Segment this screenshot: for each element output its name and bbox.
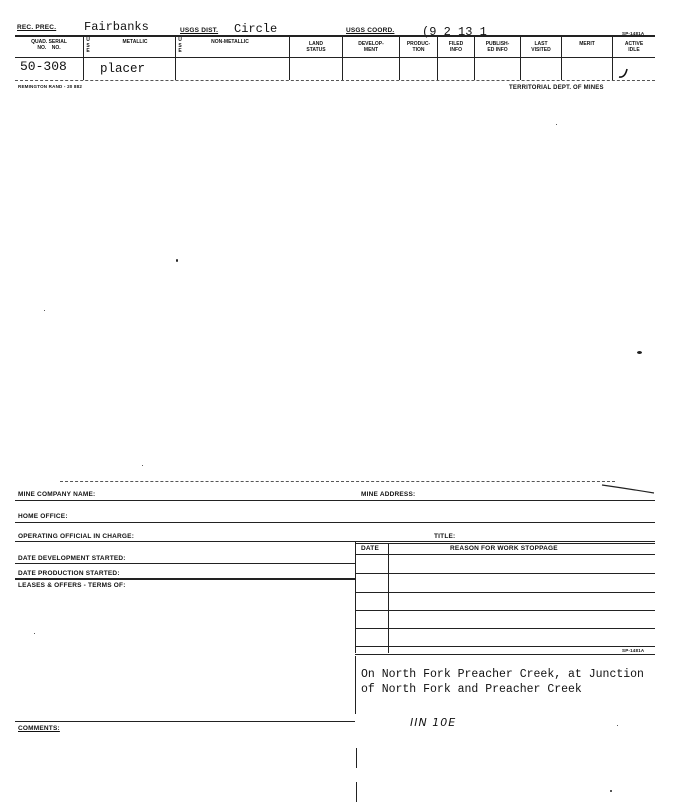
table-border (355, 656, 356, 714)
land-status-header: LAND STATUS (306, 41, 326, 53)
merit-header: MERIT (579, 41, 595, 47)
last-visited-header: LAST VISITED (531, 41, 551, 53)
perforation-line (60, 481, 615, 482)
location-line-2: of North Fork and Preacher Creek (361, 683, 582, 696)
operating-official-label: OPERATING OFFICIAL IN CHARGE: (18, 533, 135, 540)
rule (355, 573, 655, 574)
date-column-header: DATE (361, 545, 380, 552)
usgs-coord-label: USGS COORD. (346, 27, 395, 34)
form-code-mid: SP-1481A (622, 648, 645, 653)
torn-edge (600, 481, 656, 497)
form-code-top: SP-1481A (622, 31, 645, 36)
table-border (355, 541, 356, 653)
rule (15, 522, 655, 523)
rule (355, 592, 655, 593)
mine-address-label: MINE ADDRESS: (361, 491, 416, 498)
comments-label: COMMENTS: (18, 725, 60, 732)
rule (355, 628, 655, 629)
header-rule-top (15, 35, 655, 37)
rule (355, 610, 655, 611)
speck (617, 725, 618, 726)
location-line-1: On North Fork Preacher Creek, at Junction (361, 668, 644, 681)
department-name: TERRITORIAL DEPT. OF MINES (509, 85, 604, 91)
rule (355, 543, 655, 544)
development-header: DEVELOP- MENT (358, 41, 384, 53)
quad-serial-header: QUAD. SERIAL NO. NO. (31, 39, 67, 51)
rule (355, 654, 655, 655)
title-label: TITLE: (434, 533, 456, 540)
non-metallic-header: NON-METALLIC (211, 39, 249, 45)
table-divider (388, 543, 389, 653)
mine-company-name-label: MINE COMPANY NAME: (18, 491, 96, 498)
published-info-header: PUBLISH- ED INFO (485, 41, 510, 53)
leases-offers-label: LEASES & OFFERS - TERMS OF: (18, 582, 126, 589)
speck (34, 633, 35, 634)
rec-prec-value: Fairbanks (84, 20, 149, 34)
rule (15, 541, 655, 542)
quad-serial-value: 50-308 (20, 59, 67, 74)
home-office-label: HOME OFFICE: (18, 513, 68, 520)
rule (15, 578, 355, 580)
use-header: U S E (178, 37, 182, 54)
speck (610, 790, 612, 792)
usgs-dist-value: Circle (234, 22, 278, 36)
date-production-label: DATE PRODUCTION STARTED: (18, 570, 120, 577)
speck (637, 351, 642, 354)
filed-info-header: FILED INFO (448, 41, 464, 53)
metallic-header: METALLIC (122, 39, 148, 45)
production-header: PRODUC- TION (406, 41, 431, 53)
usgs-dist-label: USGS DIST. (180, 27, 219, 34)
use-header: U S E (86, 37, 90, 54)
speck (142, 465, 143, 466)
rec-prec-label: REC. PREC. (17, 24, 57, 31)
margin-mark (356, 782, 357, 802)
metallic-value: placer (100, 62, 146, 76)
header-rule-mid (15, 57, 655, 58)
rule (15, 563, 355, 564)
printer-code: REMINGTON RAND - 20 882 (18, 84, 83, 89)
idle-check-mark (617, 66, 631, 80)
reason-column-header: REASON FOR WORK STOPPAGE (450, 545, 558, 552)
active-idle-header: ACTIVE IDLE (624, 41, 644, 53)
usgs-coord-value: (9 2 13 1 (422, 25, 487, 39)
handwritten-township-range: IIN 10E (410, 716, 457, 729)
speck (176, 259, 178, 262)
rule (355, 554, 655, 555)
speck (556, 124, 557, 125)
speck (44, 310, 45, 311)
rule (15, 721, 355, 722)
header-rule-bottom (15, 80, 655, 81)
margin-mark (356, 748, 357, 768)
rule (15, 500, 655, 501)
date-development-label: DATE DEVELOPMENT STARTED: (18, 555, 126, 562)
rule (355, 646, 655, 647)
